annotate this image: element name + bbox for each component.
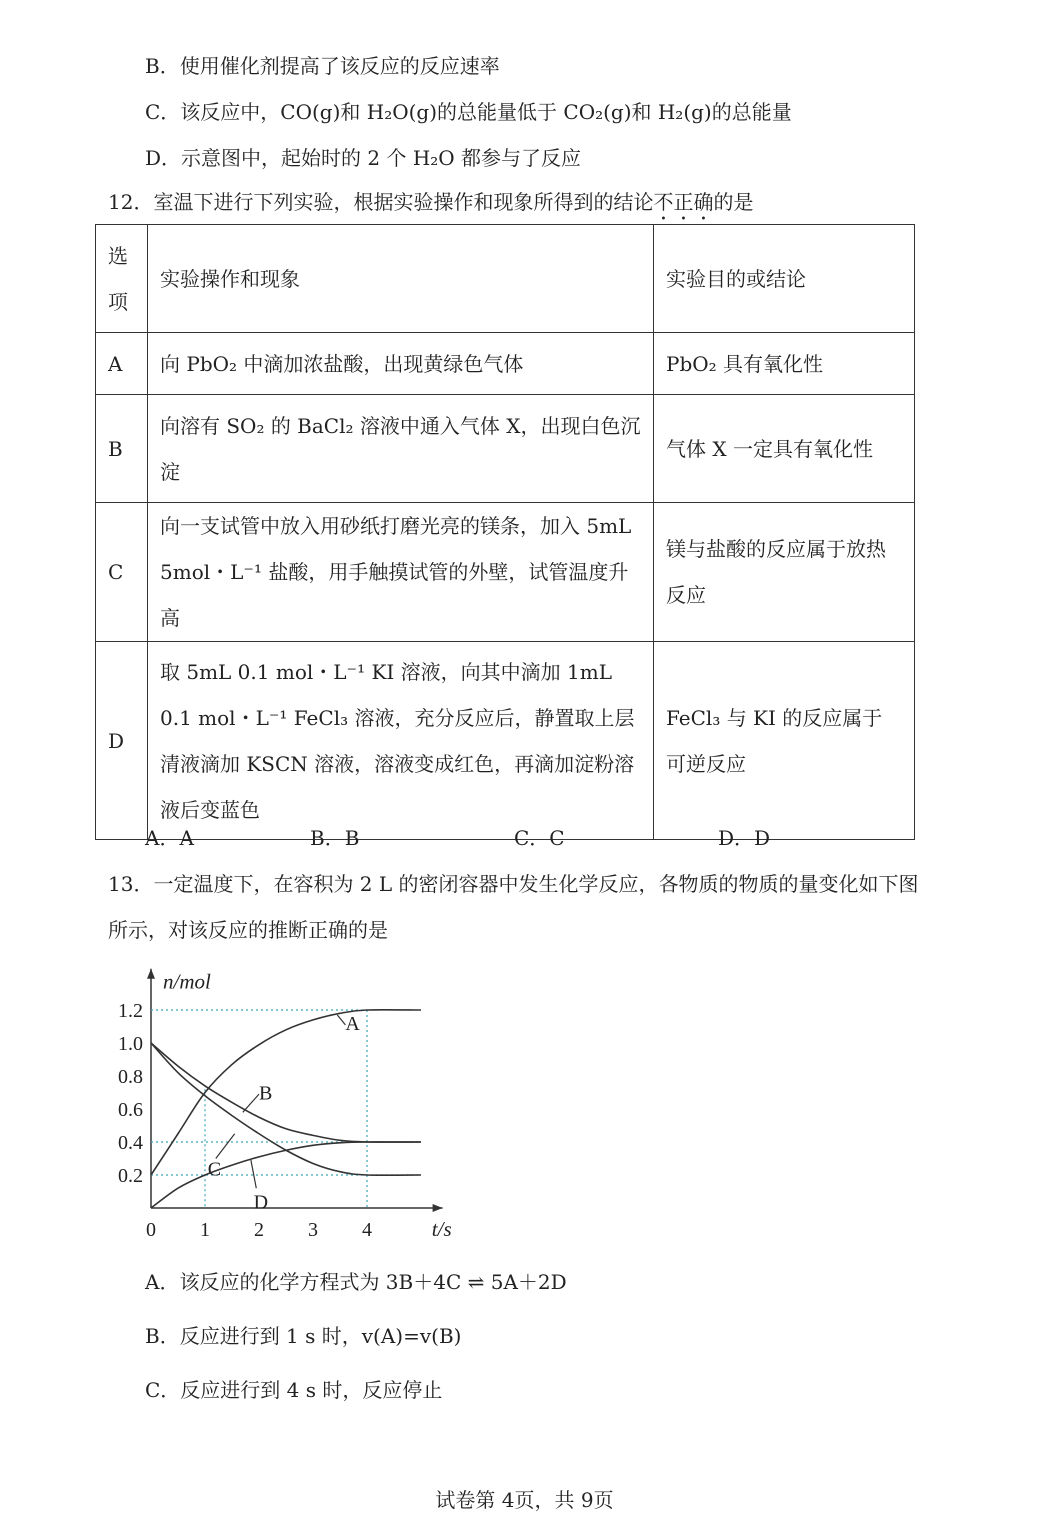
page-footer: 试卷第 4页，共 9页 [435,1488,614,1512]
q12-stem [108,186,753,225]
header-conclusion: 实验目的或结论 [654,225,915,333]
header-option-char-1: 选 [108,243,128,268]
q13-stem-line-2: 所示，对该反应的推断正确的是 [108,918,388,942]
y-tick-label: 0.4 [118,1132,143,1154]
x-tick-label: 4 [362,1219,372,1241]
q13-option-b: B．反应进行到 1 s 时，v(A)=v(B) [145,1324,462,1348]
series-line-b [151,1043,421,1142]
y-tick-label: 0.8 [118,1066,143,1088]
header-operation: 实验操作和现象 [148,225,654,333]
experiment-table [95,224,915,840]
row-option: A [96,333,148,395]
q11-option-c: C．该反应中，CO(g)和 H₂O(g)的总能量低于 CO₂(g)和 H₂(g)的总能量 [145,100,792,124]
series-leader-a [337,1015,345,1025]
series-label-b: B [259,1082,273,1105]
row-option: D [96,642,148,840]
row-conclusion: 气体 X 一定具有氧化性 [654,395,915,503]
row-operation: 向 PbO₂ 中滴加浓盐酸，出现黄绿色气体 [148,333,654,395]
q11-option-b: B．使用催化剂提高了该反应的反应速率 [145,54,500,78]
series-leader-c [216,1134,235,1159]
series-label-d: D [253,1191,269,1214]
series-leader-d [251,1160,256,1188]
chart-curves [151,1010,421,1208]
q12-stem-suffix: 的是 [713,190,754,214]
table-row [96,503,915,642]
row-conclusion: PbO₂ 具有氧化性 [654,333,915,395]
series-label-a: A [345,1013,360,1036]
row-conclusion: 镁与盐酸的反应属于放热反应 [654,503,915,642]
row-option: C [96,503,148,642]
y-tick-label: 0.2 [118,1165,143,1187]
x-axis-arrow [433,1204,443,1212]
y-axis-arrow [147,969,155,979]
y-tick-label: 1.2 [118,1000,143,1022]
series-line-c [151,1043,421,1175]
q13-option-c: C．反应进行到 4 s 时，反应停止 [145,1378,443,1402]
row-operation: 向一支试管中放入用砂纸打磨光亮的镁条，加入 5mL 5mol・L⁻¹ 盐酸，用手触摸试管的外壁，试管温度升高 [148,503,654,642]
q13-option-a: A．该反应的化学方程式为 3B＋4C ⇌ 5A＋2D [145,1270,567,1294]
row-option: B [96,395,148,503]
x-tick-label: 1 [200,1219,210,1241]
header-option-char-2: 项 [108,289,128,314]
table-row [96,642,915,840]
series-label-c: C [207,1158,222,1181]
x-tick-label: 3 [308,1219,318,1241]
answer-choice-b[interactable]: B．B [310,826,360,850]
table-header-row [96,225,915,333]
row-operation: 向溶有 SO₂ 的 BaCl₂ 溶液中通入气体 X，出现白色沉淀 [148,395,654,503]
x-tick-label: 2 [254,1219,264,1241]
chart-guides [151,1010,421,1208]
answer-choice-a[interactable]: A．A [145,826,194,850]
table-row [96,333,915,395]
x-axis-title: t/s [431,1217,452,1241]
q13-stem-line-1: 13．一定温度下，在容积为 2 L 的密闭容器中发生化学反应，各物质的物质的量变化如下图 [108,872,919,896]
row-operation: 取 5mL 0.1 mol・L⁻¹ KI 溶液，向其中滴加 1mL 0.1 mol・L⁻¹ FeCl₃ 溶液，充分反应后，静置取上层清液滴加 KSCN 溶液，溶液变成红色，再滴加淀粉溶液后变蓝色 [148,642,654,840]
q12-stem-emphasis: 不正确 [653,190,714,214]
series-leader-b [243,1094,259,1112]
y-tick-label: 1.0 [118,1033,143,1055]
q12-answer-choices [0,822,1049,850]
q12-stem-prefix: 12．室温下进行下列实验，根据实验操作和现象所得到的结论 [108,190,654,214]
answer-choice-c[interactable]: C．C [514,826,565,850]
row-conclusion: FeCl₃ 与 KI 的反应属于可逆反应 [654,642,915,840]
amount-vs-time-chart [95,960,455,1250]
x-tick-label: 0 [146,1219,156,1241]
header-option [96,225,148,333]
answer-choice-d[interactable]: D．D [718,826,771,850]
y-tick-label: 0.6 [118,1099,143,1121]
y-axis-title: n/mol [163,969,211,994]
q11-option-d: D．示意图中，起始时的 2 个 H₂O 都参与了反应 [145,146,582,170]
table-row [96,395,915,503]
